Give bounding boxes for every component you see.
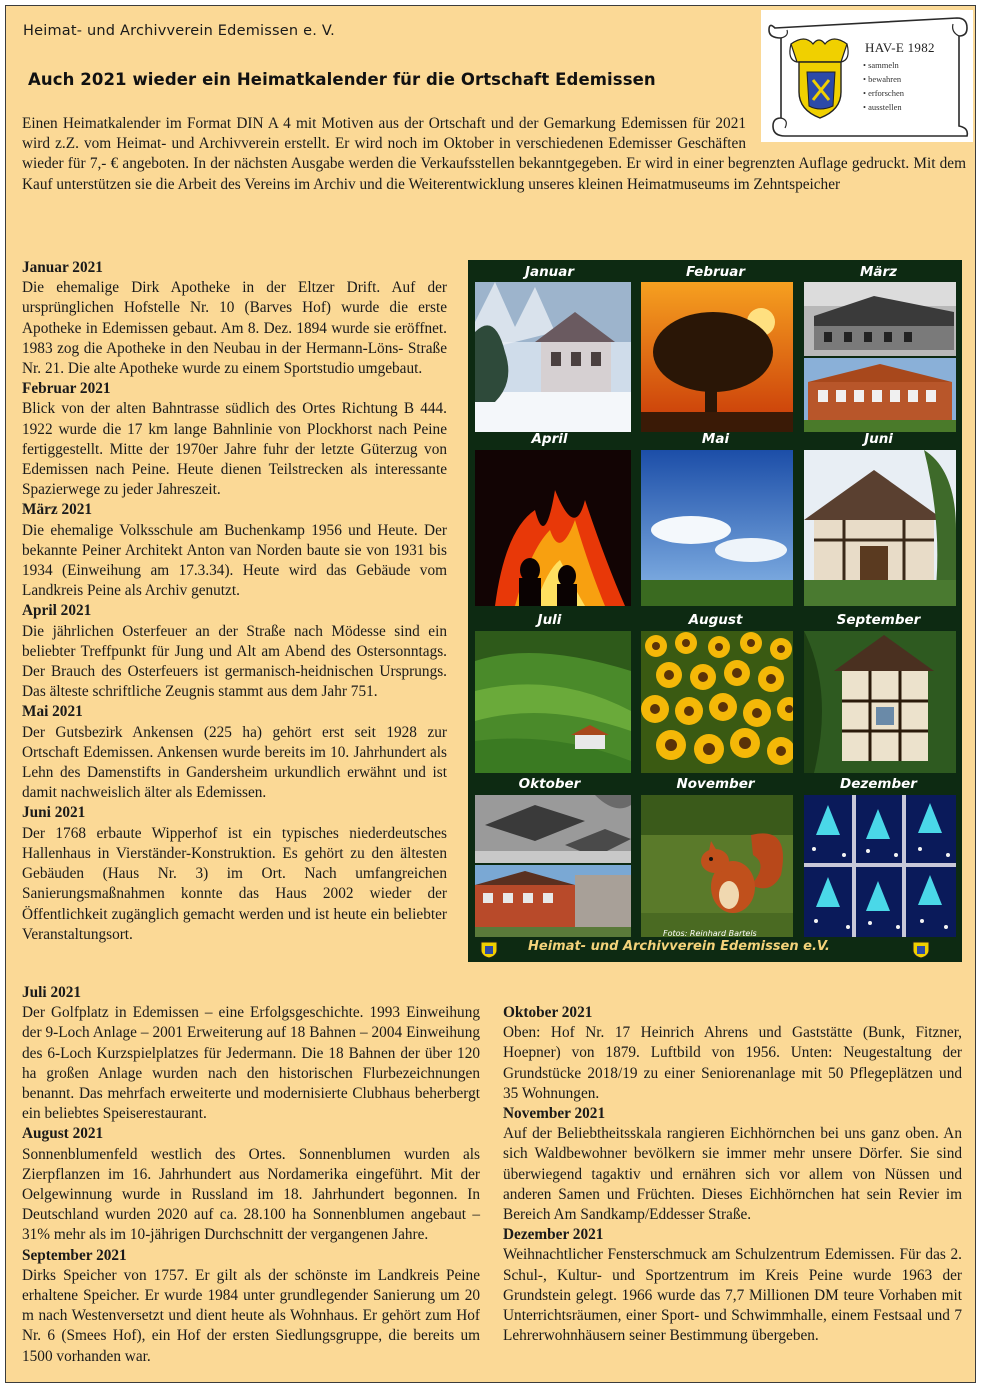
photo-juli-golf: [475, 631, 631, 773]
sky-field-icon: [641, 450, 793, 606]
squirrel-icon: [641, 795, 793, 937]
photo-maerz-school-old: [804, 282, 956, 356]
photo-august-sunflowers: [641, 631, 793, 773]
calendar-label-juni: Juni: [864, 431, 893, 447]
calendar-label-januar: Januar: [524, 264, 575, 280]
photo-maerz-school-today: [804, 358, 956, 432]
photo-dezember-window-decoration: [804, 795, 956, 937]
half-timbered-house-icon: [804, 450, 956, 606]
intro-text: Einen Heimatkalender im Format DIN A 4 mit Motiven aus der Ortschaft und der Gemarkung Edemissen für 2021 wird z.Z. vom Heimat- und Archivverein erstellt. Er wird noch im Oktober in verschiedenen Edemisser Geschäften wieder für 7,- € angeboten. In der nächsten Ausgabe werden die Verkaufsstellen bekanntgegeben. Er wird in einer begrenzten Auflage gedruckt. Mit dem Kauf unterstützen sie die Arbeit des Vereins im Archiv und die Weiterentwicklung unseres kleinen Heimatmuseums im Zehntspeicher: [22, 115, 966, 193]
calendar-label-november: November: [676, 776, 755, 792]
month-text: Weihnachtlicher Fensterschmuck am Schulzentrum Edemissen. Für das 2. Schul-, Kultur- und Sportzentrum im Kreis Peine wurde 1963 der Grundstein gelegt. 1966 wurde das 7,7 Millionen DM teure Vorhaben mit Unterrichtsräumen, einer Sport- und Schwimmhalle, einem Festsaal und 7 Lehrerwohnhäusern seiner Bestimmung übergeben.: [503, 1246, 962, 1345]
month-heading: November 2021: [503, 1105, 606, 1123]
month-column-left-bottom: [22, 983, 480, 1367]
calendar-label-juli: Juli: [537, 612, 562, 628]
calendar-label-oktober: Oktober: [518, 776, 581, 792]
month-text: Der Gutsbezirk Ankensen (225 ha) gehört erst seit 1928 zur Ortschaft Edemissen. Ankensen wurde bereits im 10. Jahrhundert als Lehn des Damenstifts in Gandersheim urkundlich erwähnt und ist damit nachweislich älter als Edemissen.: [22, 723, 447, 802]
golf-course-icon: [475, 631, 631, 773]
month-text: Blick von der alten Bahntrasse südlich des Ortes Richtung B 444. 1922 wurde die 17 km lange Bahnlinie von Plockhorst nach Peine fertiggestellt. Mitte der 1970er Jahre fuhr der letzte Güterzug von Edemissen nach Peine. Heute dienen Teilstrecken als interessante Spazierwege zu jeder Jahreszeit.: [22, 400, 447, 499]
month-text: Oben: Hof Nr. 17 Heinrich Ahrens und Gaststätte (Bunk, Fitzner, Hoepner) von 1879. Luftbild von 1956. Unten: Neugestaltung der Grundstücke 2018/19 zu einer Seniorenanlage mit 50 Pflegeplätzen und 35 Wohnungen.: [503, 1024, 962, 1102]
month-heading: Mai 2021: [22, 703, 83, 721]
headline: Auch 2021 wieder ein Heimatkalender für die Ortschaft Edemissen: [28, 70, 656, 89]
month-heading: Oktober 2021: [503, 1004, 593, 1021]
photo-februar-tree-sunset: [641, 282, 793, 432]
month-text: Dirks Speicher von 1757. Er gilt als der schönste im Landkreis Peine erhaltene Speicher. Er wurde 1984 unter grundlegender Sanierung um 20 m nach Westenversetzt und dient heute als Wohnhaus. Er gehört zum Hof Nr. 6 (Smees Hof), ein Hof der ersten Siedlungsgruppe, die bereits um 1500 vorhanden war.: [22, 1266, 480, 1365]
month-entry-mai: [22, 702, 447, 803]
photo-januar-snow-house: [475, 282, 631, 432]
new-school-icon: [804, 358, 956, 432]
aerial-photo-icon: [475, 795, 631, 863]
month-entry-juli: [22, 983, 480, 1124]
senior-residence-icon: [475, 865, 631, 937]
granary-house-icon: [804, 631, 956, 773]
month-entry-juni: [22, 803, 447, 944]
calendar-label-februar: Februar: [685, 264, 746, 280]
intro-paragraph: [22, 114, 966, 195]
month-text: Sonnenblumenfeld westlich des Ortes. Sonnenblumen wurden als Zierpflanzen im 16. Jahrhundert aus Nordamerika eingeführt. Mit der Oelgewinnung wurde in Russland im 18. Jahrhundert begonnen. In Deutschland wurden 2020 auf ca. 28.100 ha Sonnenblumen angebaut – 31% mehr als im 10-jährigen Durchschnitt der vergangenen Jahre.: [22, 1145, 480, 1244]
logo-item: • bewahren: [863, 74, 902, 84]
calendar-label-dezember: Dezember: [840, 776, 917, 792]
photo-oktober-senior-residence: [475, 865, 631, 937]
photo-november-squirrel: [641, 795, 793, 937]
photo-credit: Fotos: Reinhard Bartels: [663, 929, 757, 938]
month-entry-oktober: [503, 1003, 962, 1104]
page: [5, 5, 976, 1383]
logo-item: • sammeln: [863, 60, 899, 70]
month-entry-april: [22, 601, 447, 702]
month-heading: Februar 2021: [22, 380, 111, 398]
calendar-label-august: August: [688, 612, 743, 628]
logo-item: • erforschen: [863, 88, 904, 98]
easter-fire-icon: [475, 450, 631, 606]
month-text: Der Golfplatz in Edemissen – eine Erfolgsgeschichte. 1993 Einweihung der 9-Loch Anlage – 2001 Erweiterung auf 18 Bahnen – 2004 Einweihung des 6-Loch Kurzspielplatzes für Jedermann. Die 18 Bahnen der über 120 ha großen Anlage wurden nach den historischen Flurbezeichnungen benannt. Das mehrfach erweiterte und modernisierte Clubhaus beherbergt ein beliebtes Speiserestaurant.: [22, 1004, 480, 1123]
month-entry-dezember: [503, 1225, 962, 1346]
month-heading: Juni 2021: [22, 804, 86, 822]
month-heading: Dezember 2021: [503, 1226, 604, 1244]
logo-title: HAV-E 1982: [865, 40, 935, 55]
snow-house-icon: [475, 282, 631, 432]
month-text: Der 1768 erbaute Wipperhof ist ein typisches niederdeutsches Hallenhaus in Vierständer-Konstruktion. Es gehört zu den ältesten Gebäuden (Haus Nr. 3) im Ort. Nach umfangreichen Sanierungsmaßnahmen konnte das Haus 2002 wieder der Öffentlichkeit zugänglich gemacht werden und ist heute ein beliebter Veranstaltungsort.: [22, 824, 447, 943]
calendar-image: [468, 260, 962, 962]
month-text: Die jährlichen Osterfeuer an der Straße nach Mödesse sind ein beliebter Treffpunkt für Jung und Alt am Abend des Ostersonntags. Der Brauch des Osterfeuers ist germanisch-heidnischen Ursprungs. Das älteste schriftliche Zeugnis stammt aus dem Jahr 751.: [22, 622, 447, 701]
month-entry-august: [22, 1124, 480, 1245]
month-text: Die ehemalige Volksschule am Buchenkamp 1956 und Heute. Der bekannte Peiner Architekt Anton van Norden baute sie von 1931 bis 1934 (Einweihung am 17.3.34). Heute wird das Gebäude vom Landkreis Peine als Archiv genutzt.: [22, 521, 447, 600]
calendar-footer-text: Heimat- und Archivverein Edemissen e.V.: [528, 939, 830, 954]
logo-item: • ausstellen: [863, 102, 902, 112]
month-heading: April 2021: [22, 602, 92, 620]
photo-juni-wipperhof: [804, 450, 956, 606]
org-header: Heimat- und Archivverein Edemissen e. V.: [23, 23, 335, 39]
month-entry-maerz: [22, 500, 447, 601]
month-entry-januar: [22, 258, 447, 379]
month-heading: März 2021: [22, 501, 93, 519]
month-text: Die ehemalige Dirk Apotheke in der Eltzer Drift. Auf der ursprünglichen Hofstelle Nr. 10 (Barves Hof) wurde die erste Apotheke in Edemissen gebaut. Am 8. Dez. 1894 wurde sie eröffnet. 1983 zog die Apotheke in den Neubau in der Hermann-Löns- Straße Nr. 21. Die alte Apotheke wurde zu einem Sportstudio umgebaut.: [22, 279, 447, 378]
tree-sunset-icon: [641, 282, 793, 432]
photo-mai-sky-field: [641, 450, 793, 606]
month-entry-februar: [22, 379, 447, 500]
month-entry-september: [22, 1246, 480, 1367]
coat-of-arms-icon: [910, 940, 932, 958]
month-column-left-top: [22, 258, 447, 945]
photo-september-speicher: [804, 631, 956, 773]
sunflower-field-icon: [641, 631, 793, 773]
month-heading: Januar 2021: [22, 259, 103, 276]
month-heading: September 2021: [22, 1246, 127, 1264]
coat-of-arms-icon: [478, 940, 500, 958]
christmas-window-icon: [804, 795, 956, 937]
calendar-label-maerz: März: [859, 264, 898, 280]
month-heading: Juli 2021: [22, 984, 82, 1001]
calendar-label-april: April: [531, 431, 568, 447]
month-entry-november: [503, 1104, 962, 1225]
photo-april-easter-fire: [475, 450, 631, 606]
calendar-label-mai: Mai: [701, 431, 730, 447]
month-text: Auf der Beliebtheitsskala rangieren Eichhörnchen bei uns ganz oben. An sich Waldbewohner bevölkern sie immer mehr unsere Dörfer. Sie sind überwiegend tagaktiv und ernähren sich vor allem von Nüssen und anderen Samen und Früchten. Dieses Eichhörnchen hat sein Revier im Bereich Am Sandkamp/Eddesser Straße.: [503, 1125, 962, 1224]
month-heading: August 2021: [22, 1125, 104, 1143]
old-school-icon: [804, 282, 956, 356]
month-column-right: [503, 1003, 962, 1346]
calendar-label-september: September: [836, 612, 921, 628]
photo-oktober-hof-aerial: [475, 795, 631, 863]
